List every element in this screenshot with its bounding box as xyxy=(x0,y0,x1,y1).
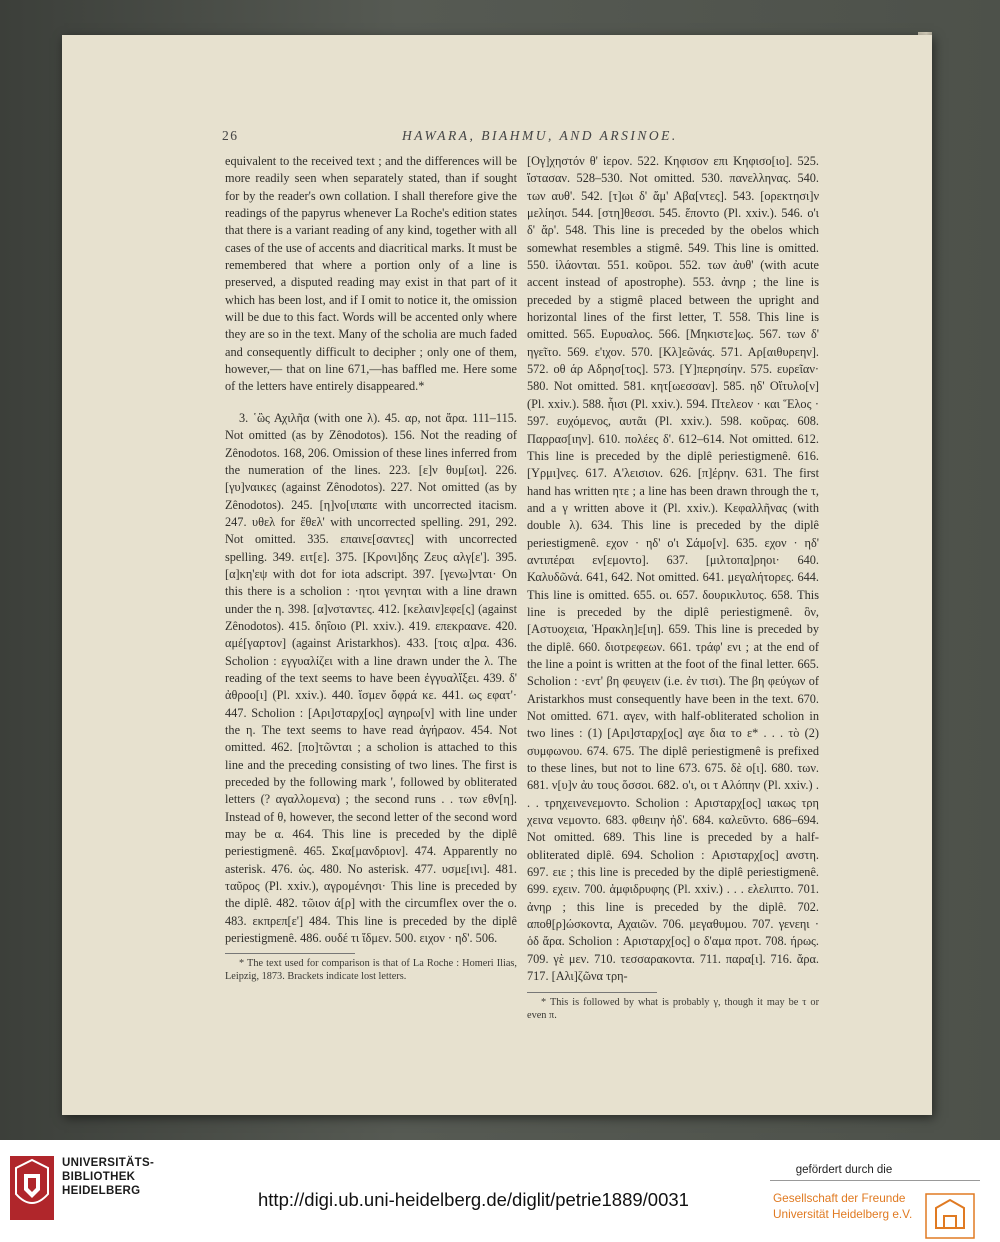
right-column xyxy=(527,153,819,1022)
sponsor-label: gefördert durch die xyxy=(795,1164,893,1176)
left-footnote: * The text used for comparison is that of La Roche : Homeri Ilias, Leipzig, 1873. Brackets indicate lost letters. xyxy=(225,958,517,983)
right-paragraph-1: [Ογ]χηστόν θ' ἱερον. 522. Κηφισον επι Κηφισο[ιο]. 525. ἵστασαν. 528–530. Not omitted. 530. πανελληνας. 540. των αυθ'. 542. [τ]ωι δ' ἅμ' Αβα[ντες]. 543. [ορεκτησι]ν μελίησι. 544. [στη]θεσσι. 545. ἕποντο (Pl. xxiv.). 546. ο'ι δ' ἄρ'. 548. This line is preceded by the obelos which somewhat resembles a stigmê. 549. This line is omitted. 550. ἱλάονται. 551. κοῦροι. 552. των ἀυθ' (with acute accent instead of apostrophe). 553. ἀνηρ ; the line is preceded by a stigmê placed between the upright and horizontal lines of the first letter, T. 558. This line is omitted. 565. Ευρυαλος. 566. [Μηκιστε]ως. 567. των δ' ηγεῖτο. 569. ε'ιχον. 570. [Κλ]εῶνάς. 571. Αρ[αιθυρεην]. 572. οθ άρ Αδρησ[τος]. 573. [Υ]περησίην. 575. ευρεῖαν· 580. Not omitted. 581. κητ[ωεσσαν]. 585. ηδ' Οἴτυλο[ν] (Pl. xxiv.). 588. ἧισι (Pl. xxiv.). 594. Πτελεον · και Ἕλος · 597. ευχόμενος, αυτᾶι (Pl. xxiv.). 598. κοῦρας. 608. Παρρασ[ιην]. 610. πολέες δ'. 612–614. Not omitted. 612. This line is preceded by the diplê periestigmenê. 616. [Υρμι]νες. 617. Α'λεισιον. 626. [π]έρην. 631. The first hand has written ητε ; a line has been drawn through the τ, and a γ written above it (Pl. xxiv.). Κεφαλλῆνας (with double λ). 634. This line is preceded by the diplê periestigmenê. εχον · ηδ' ο'ι Σάμο[ν]. 635. εχον · ηδ' αντιπέραι εν[εμοντο]. 637. [μιλτοπα]ρηοι· 640. Καλυδῶνά. 641, 642. Not omitted. 641. μεγαλήτορες. 644. This line is omitted. 655. οι. 657. δουρικλυτος. 658. This line is preceded by the diplê periestigmenê. ὃν, [Αστυοχεια, Ἡρακλη]ε[ιη]. 659. This line is preceded by the diplê. 660. διοτρεφεων. 661. τράφ' ενι ; at the end of the line a point is written at the foot of the final letter. 665. Scholion : ·εντ' βη φευγειν (i.e. ἐν τισι). The βη φεύγων of Aristarkhos must consequently have been in the text. 670. Not omitted. 671. αγεν, with half-obliterated scholion in two lines : (1) [Αρι]σταρχ[ος] αγε δια το ε* . . . τὸ (2) συμφωνου. 674. 675. The diplê periestigmenê is prefixed to these lines, but not to line 673. 675. δὲ ο[ι]. 680. των. 681. ν[υ]ν ἀυ τους ὅσσοι. 682. ο'ι, οι τ Αλόπην (Pl. xxiv.) . . . τρηχεινενεμοντο. Scholion : Αρισταρχ[ος] ιακως τρη χεινα νεμοντο. 683. φθειην ἠδ'. 684. καλεῦντο. 686–694. Not omitted. 689. This line is preceded by a half-obliterated diplê. 694. Scholion : Αρισταρχ[ος] ανστη. 697. ειε ; this line is preceded by the diplê periestigmenê. 699. εχειν. 700. ἀμφιδρυφης (Pl. xxiv.) . . . ελελιπτο. 701. ἀνηρ ; this line is preceded by the diplê. 702. αποθ[ρ]ώσκοντα, Αχαιῶν. 706. μεγαθυμου. 707. γενεηι · ὁδ ἄρα. Scholion : Αρισταρχ[ος] ο δ'αμα προτ. 708. ήρως. 709. γὲ μεν. 710. τεσσαρακοντα. 711. παρα[ι]. 716. ἄρα. 717. [Αλι]ζῶνα τρη- xyxy=(527,154,819,984)
left-column xyxy=(225,153,517,983)
source-url[interactable]: http://digi.ub.uni-heidelberg.de/diglit/petrie1889/0031 xyxy=(258,1189,689,1210)
society-emblem-icon xyxy=(924,1192,976,1240)
footnote-rule xyxy=(527,992,657,993)
digitization-footer xyxy=(0,1140,1000,1242)
footnote-rule xyxy=(225,953,355,954)
right-footnote: * This is followed by what is probably γ, though it may be τ or even π. xyxy=(527,996,819,1021)
university-seal-icon xyxy=(8,1154,56,1222)
sponsor-divider xyxy=(770,1180,980,1181)
sponsor-name[interactable]: Gesellschaft der Freunde Universität Heidelberg e.V. xyxy=(773,1191,913,1221)
running-header xyxy=(222,128,922,146)
page-number: 26 xyxy=(222,128,239,143)
left-paragraph-2: 3. ῾ὣς Αχιλῆα (with one λ). 45. αρ, not ἄρα. 111–115. Not omitted (as by Zênodotos). 156. Not the reading of Zênodotos. 168, 206. Omission of these lines inferred from the numeration of the lines. 223. [ε]ν θυμ[ωι]. 226. [γυ]ναικες (against Zênodotos). 227. Not omitted (as by Zênodotos). 245. [η]νο[ιπαπε with uncorrected itacism. 247. υθελ for ἔθελ' with uncorrected spelling. 291, 292. Not omitted. 335. επαινε[σαντες] with uncorrected spelling. 349. ειτ[ε]. 375. [Κρονι]δης Ζευς αλγ[ε']. 395. [α]κη'εψ with dot for iota adscript. 397. [γενω]νται· On this there is a scholion : ·ητοι γενηται with a line drawn under the η. 398. [α]νσταντες. 412. [κελαιν]εφε[ς] (against Zênodotos). 415. δηΐοιο (Pl. xxiv.). 419. επεκραανε. 420. αμέ[γαρτον] (against Aristarkhos). 433. [τοις α]ρα. 436. Scholion : εγγυαλίζει with a line drawn under the λ. The reading of the text seems to have been ἐγγυαλἴξει. 439. δ' ἀθροο[ι] (Pl. xxiv.). 440. ἴσμεν ὄφρά κε. 441. ως εφατ'· 447. Scholion : [Αρι]σταρχ[ος] αγηρω[ν] with line under the η. The text seems to have read ἀγήραον. 454. Not omitted. 462. [πο]τῶνται ; a scholion is attached to this line and the preceding consisting of two lines. The first is preceded by the following mark ', followed by obliterated letters (? αγαλλομενα) ; the second runs . . των εθν[η]. Instead of θ, however, the second letter of the second word may be α. 464. This line is preceded by the diplê periestigmenê. 465. Σκα[μανδριον]. 474. Apparently no asterisk. 476. ὡς. 480. No asterisk. 477. υσμε[ινι]. 481. ταῦρος (Pl. xxiv.), αγρομένησι· This line is preceded by the diplê. 482. τῶιον ά[ρ] with the circumflex over the ο. 483. εκπρεπ[ε'] 484. This line is preceded by the diplê periestigmenê. 486. ουδέ τι ἴδμεν. 500. ειχον · ηδ'. 506. xyxy=(225,410,517,946)
library-name: UNIVERSITÄTS-BIBLIOTHEK HEIDELBERG xyxy=(62,1157,155,1197)
running-title: HAWARA, BIAHMU, AND ARSINOE. xyxy=(402,128,678,143)
left-paragraph-1: equivalent to the received text ; and the differences will be more readily seen when separately stated, than if sought for by the reader's own collation. I shall therefore give the readings of the papyrus whenever La Roche's edition states that there is a variant reading of any kind, together with all cases of the use of accents and diacritical marks. It must be remembered that where a portion only of a line is preserved, a disputed reading may exist in that part of it which has been lost, and if I omit to notice it, the omission will be due to this fact. Words will be accented only where they are so in the text. Many of the scholia are much faded and consequently difficult to decipher ; only one of them, however,— that on line 671,—has baffled me. Here some of the letters have entirely disappeared.* xyxy=(225,154,517,394)
